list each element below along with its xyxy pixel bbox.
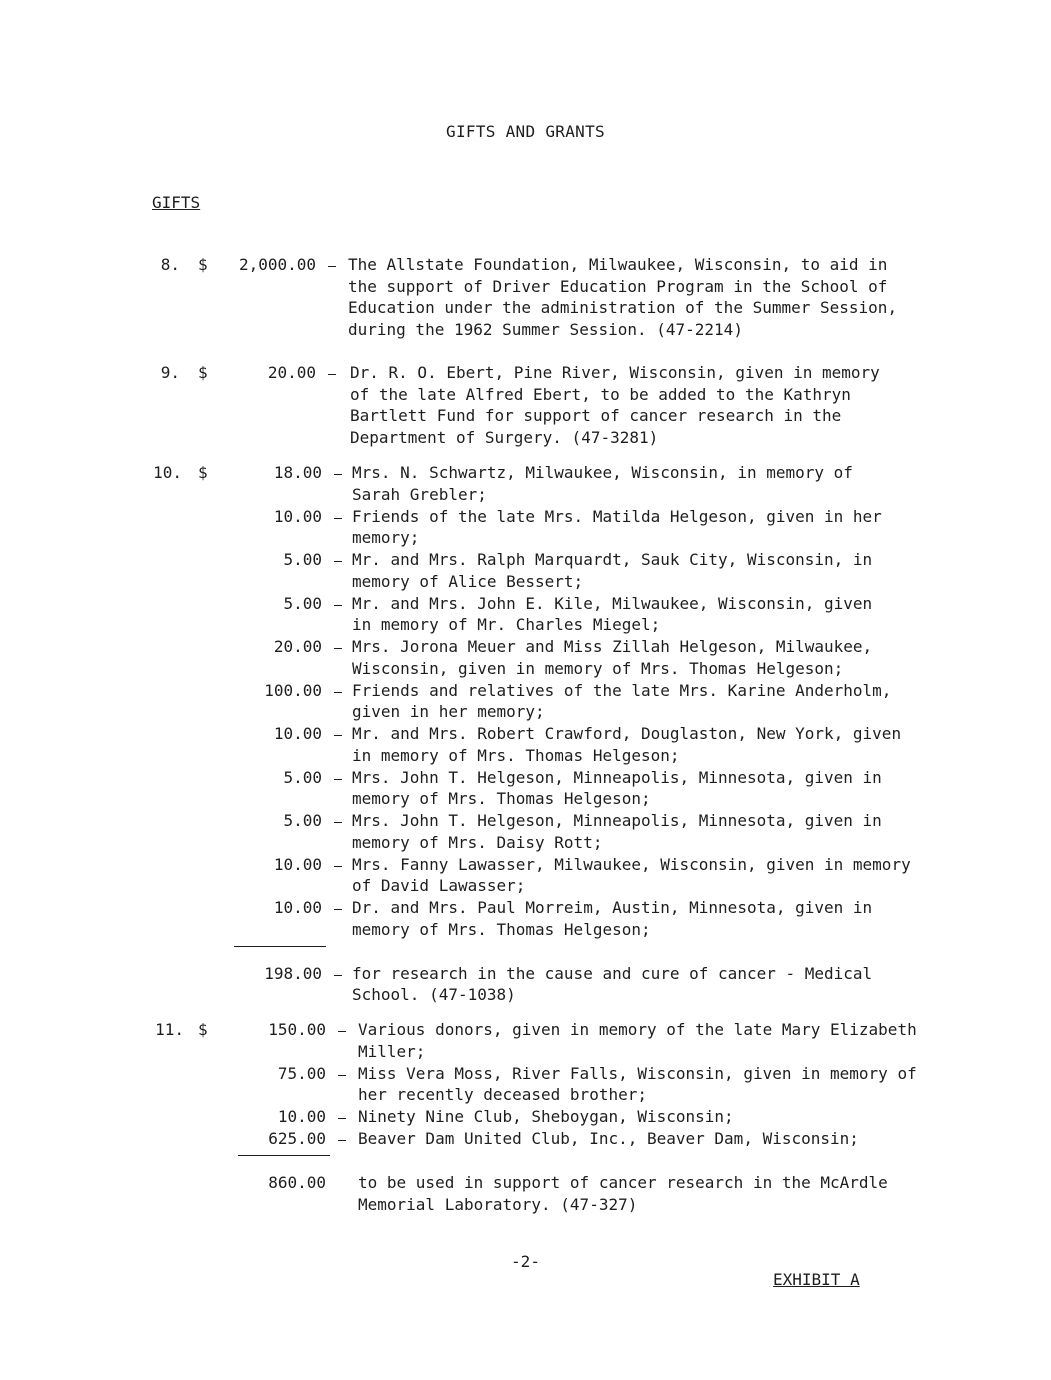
- currency-symbol: $: [198, 1020, 208, 1039]
- gift-description-line: Friends and relatives of the late Mrs. Karine Anderholm,: [352, 680, 892, 700]
- page-number: -2-: [511, 1252, 540, 1271]
- exhibit-label: EXHIBIT A: [773, 1270, 860, 1289]
- gift-amount: 10.00: [273, 724, 322, 743]
- item-number: 11.: [155, 1020, 184, 1039]
- entry-dash: [334, 866, 342, 867]
- currency-symbol: $: [198, 463, 208, 482]
- subtotal-amount: 860.00: [268, 1173, 326, 1192]
- gift-amount: 10.00: [273, 506, 322, 526]
- entry-dash: [334, 474, 342, 475]
- gift-amount: 20.00: [267, 363, 316, 382]
- gift-description-line: Mrs. Jorona Meuer and Miss Zillah Helgeson, Milwaukee,: [352, 637, 873, 656]
- gift-description-line: Mrs. John T. Helgeson, Minneapolis, Minnesota, given in: [352, 811, 882, 830]
- entry-dash: [334, 692, 342, 693]
- subtotal-description-line: for research in the cause and cure of cancer - Medical: [352, 963, 873, 983]
- currency-symbol: $: [198, 255, 208, 274]
- gift-description-line: Beaver Dam United Club, Inc., Beaver Dam, Wisconsin;: [358, 1129, 859, 1148]
- gift-description-line: Mrs. Fanny Lawasser, Milwaukee, Wisconsin, given in memory: [352, 854, 911, 874]
- gift-description-line: Dr. R. O. Ebert, Pine River, Wisconsin, given in memory: [350, 363, 880, 382]
- subtotal-description-line: School. (47-1038): [352, 985, 516, 1004]
- gift-description-line: her recently deceased brother;: [358, 1085, 647, 1104]
- gift-amount: 150.00: [268, 1020, 326, 1039]
- gift-description-line: Education under the administration of the Summer Session,: [348, 298, 898, 317]
- gift-description-line: in memory of Mr. Charles Miegel;: [352, 615, 661, 634]
- gift-description-line: memory of Mrs. Thomas Helgeson;: [352, 919, 651, 939]
- gift-amount: 625.00: [268, 1129, 326, 1148]
- gift-description-line: given in her memory;: [352, 702, 545, 721]
- entry-dash: [338, 1031, 346, 1032]
- gift-amount: 10.00: [273, 898, 322, 917]
- item-number: 10.: [153, 463, 182, 482]
- gift-description-line: Miss Vera Moss, River Falls, Wisconsin, given in memory of: [358, 1063, 917, 1083]
- gift-description-line: Friends of the late Mrs. Matilda Helgeson, given in her: [352, 506, 882, 526]
- gift-description-line: Department of Surgery. (47-3281): [350, 427, 659, 447]
- entry-dash: [334, 822, 342, 823]
- entry-dash: [334, 975, 342, 976]
- gift-amount: 5.00: [283, 811, 322, 830]
- subtotal-amount: 198.00: [264, 963, 322, 983]
- gift-description-line: Mrs. John T. Helgeson, Minneapolis, Minnesota, given in: [352, 767, 882, 787]
- gift-description-line: Wisconsin, given in memory of Mrs. Thomas Helgeson;: [352, 658, 844, 678]
- gift-description-line: memory;: [352, 528, 420, 547]
- subtotal-description-line: to be used in support of cancer research in the McArdle: [358, 1173, 888, 1192]
- gift-amount: 2,000.00: [238, 255, 316, 274]
- entry-dash: [334, 561, 342, 562]
- gift-description-line: Miller;: [358, 1041, 426, 1061]
- entry-dash: [338, 1140, 346, 1141]
- gift-amount: 10.00: [273, 854, 322, 874]
- gift-description-line: during the 1962 Summer Session. (47-2214): [348, 319, 743, 339]
- gift-description-line: memory of Alice Bessert;: [352, 571, 584, 591]
- currency-symbol: $: [198, 363, 208, 382]
- entry-dash: [334, 518, 342, 519]
- gift-description-line: Mrs. N. Schwartz, Milwaukee, Wisconsin, in memory of: [352, 463, 853, 482]
- entry-dash: [334, 735, 342, 736]
- entry-dash: [334, 605, 342, 606]
- gift-description-line: of David Lawasser;: [352, 876, 526, 895]
- gift-description-line: Mr. and Mrs. John E. Kile, Milwaukee, Wisconsin, given: [352, 593, 873, 613]
- gift-amount: 5.00: [283, 767, 322, 787]
- section-heading: GIFTS: [152, 193, 201, 212]
- entry-dash: [334, 648, 342, 649]
- gift-description-line: Sarah Grebler;: [352, 484, 487, 504]
- gift-description-line: Mr. and Mrs. Robert Crawford, Douglaston, New York, given: [352, 724, 902, 743]
- gift-description-line: the support of Driver Education Program in the School of: [348, 276, 888, 296]
- gift-description-line: Dr. and Mrs. Paul Morreim, Austin, Minnesota, given in: [352, 898, 873, 917]
- gift-amount: 75.00: [277, 1063, 326, 1083]
- subtotal-rule: [234, 946, 326, 947]
- gift-amount: 20.00: [273, 637, 322, 656]
- entry-dash: [328, 374, 336, 375]
- gift-amount: 5.00: [283, 593, 322, 613]
- gift-description-line: memory of Mrs. Thomas Helgeson;: [352, 789, 651, 808]
- gift-description-line: Bartlett Fund for support of cancer research in the: [350, 406, 842, 425]
- subtotal-rule: [238, 1155, 330, 1156]
- gift-amount: 5.00: [283, 550, 322, 569]
- gift-description-line: Ninety Nine Club, Sheboygan, Wisconsin;: [358, 1107, 734, 1126]
- gift-description-line: The Allstate Foundation, Milwaukee, Wisconsin, to aid in: [348, 255, 888, 274]
- gift-amount: 18.00: [273, 463, 322, 482]
- gift-description-line: in memory of Mrs. Thomas Helgeson;: [352, 745, 680, 765]
- gift-description-line: memory of Mrs. Daisy Rott;: [352, 832, 603, 852]
- item-number: 8.: [160, 255, 180, 274]
- page-title: GIFTS AND GRANTS: [446, 122, 605, 141]
- subtotal-description-line: Memorial Laboratory. (47-327): [358, 1194, 638, 1214]
- entry-dash: [338, 1118, 346, 1119]
- gift-amount: 100.00: [264, 680, 322, 700]
- entry-dash: [338, 1075, 346, 1076]
- item-number: 9.: [160, 363, 180, 382]
- entry-dash: [334, 779, 342, 780]
- gift-description-line: Mr. and Mrs. Ralph Marquardt, Sauk City, Wisconsin, in: [352, 550, 873, 569]
- entry-dash: [328, 266, 336, 267]
- gift-description-line: of the late Alfred Ebert, to be added to the Kathryn: [350, 384, 851, 404]
- gift-amount: 10.00: [277, 1107, 326, 1126]
- entry-dash: [334, 909, 342, 910]
- gift-description-line: Various donors, given in memory of the late Mary Elizabeth: [358, 1020, 917, 1039]
